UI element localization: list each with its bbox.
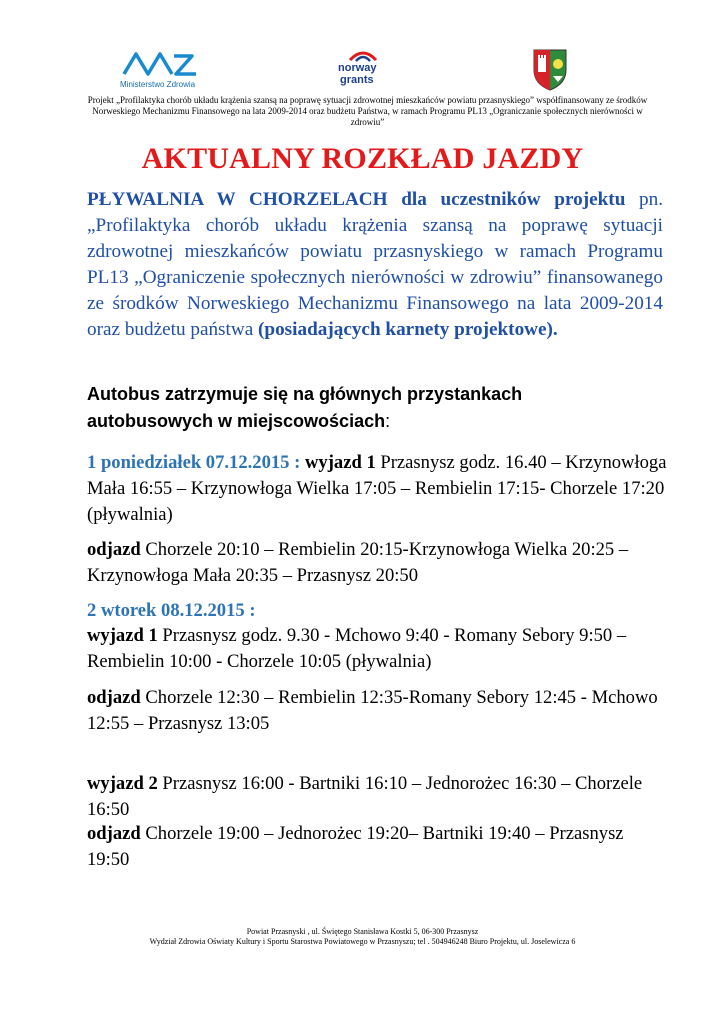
county-crest-logo [531,46,569,92]
page-footer [100,927,625,947]
day1-return [87,537,667,589]
ministry-logo-text: Ministerstwo Zdrowia [120,80,196,89]
coat-of-arms-icon [531,46,569,92]
intro-lead: PŁYWALNIA W CHORZELACH [87,189,388,210]
bus-stops-heading-colon: : [385,411,391,431]
page-title: AKTUALNY ROZKŁAD JAZDY [141,142,584,175]
day2-return-1 [87,685,667,737]
day1-departure-route: Przasnysz godz. 16.40 – Krzynowłoga Mała 16:55 – Krzynowłoga Wielka 17:05 – Rembielin 17:15- Chorzele 17:20 (pływalnia) [87,452,667,525]
day2-return-2-label: odjazd [87,823,141,844]
day2-return-1-route: Chorzele 12:30 – Rembielin 12:35-Romany Sebory 12:45 - Mchowo 12:55 – Przasnysz 13:05 [87,687,658,734]
intro-body: pn. „Profilaktyka chorób układu krążenia szansą na poprawę sytuacji zdrowotnej mieszkańców powiatu przasnyskiego w ramach Programu PL13 „Ograniczenie społecznych nierówności w zdrowiu” finansowanego ze środków Norweskiego Mechanizmu Finansowego na lata 2009-2014 oraz budżetu państwa [87,189,663,340]
day1-return-label: odjazd [87,539,141,560]
bus-stops-heading-text: Autobus zatrzymuje się na głównych przystankach autobusowych w miejscowościach [87,384,523,431]
day2-departure-1 [87,623,667,675]
intro-tail: (posiadających karnety projektowe). [258,319,558,340]
day2-departure-1-route: Przasnysz godz. 9.30 - Mchowo 9:40 - Romany Sebory 9:50 – Rembielin 10:00 - Chorzele 10:05 (pływalnia) [87,625,627,672]
footer-contact: Wydział Zdrowia Oświaty Kultury i Sportu Starostwa Powiatowego w Przasnyszu; tel . 504946248 Biuro Projektu, ul. Joselewicza 6 [149,937,576,946]
bus-stops-heading [87,381,647,435]
ministry-logo [120,48,210,92]
day2-return-2 [87,821,667,873]
intro-paragraph [87,187,663,343]
project-note: Projekt „Profilaktyka chorób układu krążenia szansą na poprawę sytuacji zdrowotnej mieszkańców powiatu przasnyskiego” współfinansowany ze środków Norweskiego Mechanizmu Finansowego na lata 2009-2014 oraz budżetu Państwa, w ramach Programu PL13 „Ograniczanie społecznych nierówności w zdrowiu” [87,95,648,127]
intro-lead-participants: dla uczestników projektu [387,189,626,210]
day1-return-route: Chorzele 20:10 – Rembielin 20:15-Krzynowłoga Wielka 20:25 – Krzynowłoga Mała 20:35 – Przasnysz 20:50 [87,539,629,586]
footer-address: Powiat Przasnyski , ul. Świętego Stanisława Kostki 5, 06-300 Przasnysz [246,927,479,936]
day2-return-2-route: Chorzele 19:00 – Jednorożec 19:20– Bartniki 19:40 – Przasnysz 19:50 [87,823,624,870]
day2-departure-1-label: wyjazd 1 [87,625,158,646]
day2-departure-2-label: wyjazd 2 [87,773,158,794]
norway-grants-text-bottom: grants [340,74,374,86]
day1-departure [87,450,667,528]
norway-grants-logo [334,50,394,90]
day2-date: 2 wtorek 08.12.2015 : [87,600,256,621]
day2-departure-2-route: Przasnysz 16:00 - Bartniki 16:10 – Jednorożec 16:30 – Chorzele 16:50 [87,773,643,820]
day1-date: 1 poniedziałek 07.12.2015 : [87,452,301,473]
day2-return-1-label: odjazd [87,687,141,708]
norway-grants-text-top: norway [338,62,377,74]
day2-date-line [87,598,667,624]
ministry-mark-icon [120,48,200,78]
day1-departure-label: wyjazd 1 [304,452,376,473]
day2-departure-2 [87,771,667,823]
logo-bar [0,42,725,94]
norway-grants-mark-icon [348,50,378,62]
